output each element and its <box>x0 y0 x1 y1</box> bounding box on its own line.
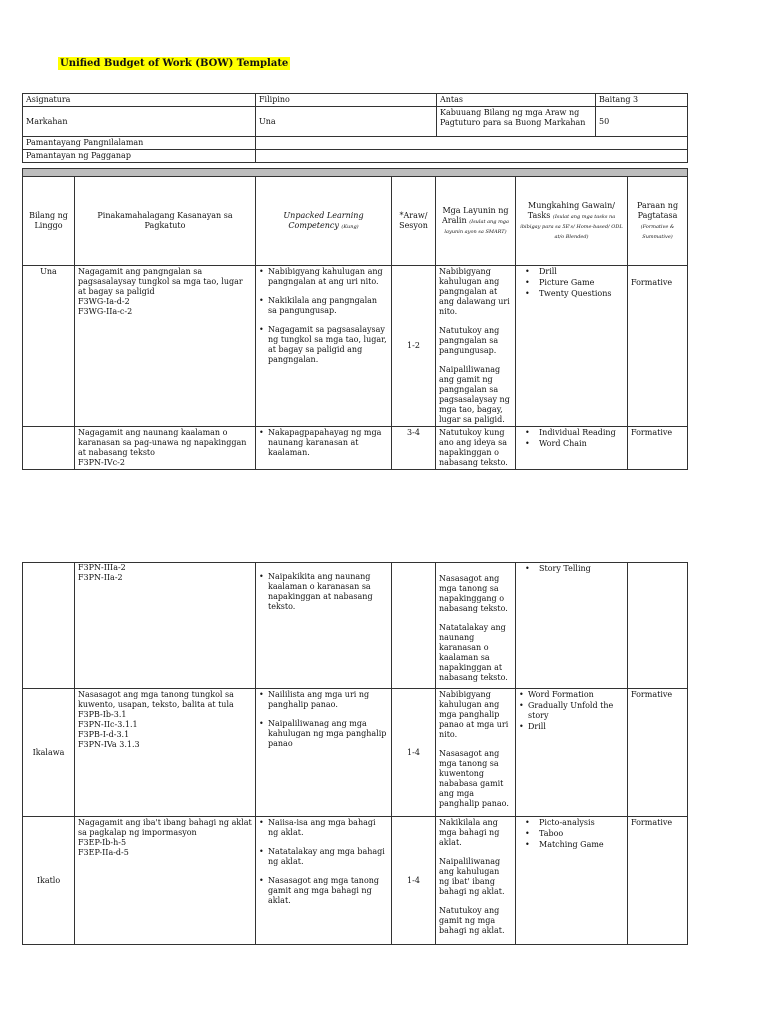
header-unpacked: Unpacked Learning Competency (Kung) <box>256 177 392 266</box>
kasanayan-cell: F3PN-IIIa-2 F3PN-IIa-2 <box>75 563 256 689</box>
week-cell: Ikalawa <box>23 689 75 817</box>
pagtatasa-cell: Formative <box>628 817 688 945</box>
list-item: • Matching Game <box>519 840 624 850</box>
gawain-cell <box>516 427 628 470</box>
table-row <box>23 266 688 427</box>
araw-value: 50 <box>596 107 688 137</box>
page-title: Unified Budget of Work (BOW) Template <box>60 58 289 69</box>
gawain-cell <box>516 817 628 945</box>
araw-label: Kabuuang Bilang ng mga Araw ng Pagtuturo para sa Buong Markahan <box>437 107 596 137</box>
bow-table-page-1 <box>22 168 688 470</box>
list-item: • Nagagamit sa pagsasalaysay ng tungkol sa mga tao, lugar, at bagay sa paligid ang pangngalan. <box>259 325 388 365</box>
header-gawain: Mungkahing Gawain/ Tasks (Isulat ang mga tasks na ibibigay para sa 5E's/ Home-based/ ODL at/o Blended) <box>516 177 628 266</box>
list-item: • Nakapagpapahayag ng mga naunang karanasan at kaalaman. <box>259 428 388 458</box>
list-item: • Word Formation <box>519 690 624 700</box>
unpacked-cell <box>256 427 392 470</box>
markahan-value: Una <box>256 107 437 137</box>
unpacked-cell <box>256 689 392 817</box>
list-item: • Naiisa-isa ang mga bahagi ng aklat. <box>259 818 388 838</box>
list-item: • Gradually Unfold the story <box>519 701 624 721</box>
layunin-cell: Nasasagot ang mga tanong sa napakinggang o nabasang teksto. Natatalakay ang naunang karanasan o kaalaman sa napakinggan at nabasang teksto. <box>436 563 516 689</box>
list-item: • Naililista ang mga uri ng panghalip panao. <box>259 690 388 710</box>
araw-cell: 1-2 <box>392 266 436 427</box>
list-item: • Story Telling <box>519 564 624 574</box>
gawain-cell <box>516 266 628 427</box>
pagganap-value <box>256 150 688 163</box>
list-item: • Taboo <box>519 829 624 839</box>
markahan-label: Markahan <box>23 107 256 137</box>
list-item: • Twenty Questions <box>519 289 624 299</box>
list-item: • Drill <box>519 267 624 277</box>
list-item: • Drill <box>519 722 624 732</box>
kasanayan-cell: Nagagamit ang pangngalan sa pagsasalaysay tungkol sa mga tao, lugar at bagay sa paligid F3WG-Ia-d-2 F3WG-IIa-c-2 <box>75 266 256 427</box>
kasanayan-cell: Nagagamit ang naunang kaalaman o karanasan sa pag-unawa ng napakinggan at nabasang teksto F3PN-IVc-2 <box>75 427 256 470</box>
header-linggo: Bilang ng Linggo <box>23 177 75 266</box>
araw-cell: 1-4 <box>392 817 436 945</box>
list-item: • Naipakikita ang naunang kaalaman o karanasan sa napakinggan at nabasang teksto. <box>259 572 388 612</box>
kasanayan-cell: Nasasagot ang mga tanong tungkol sa kuwento, usapan, teksto, balita at tula F3PB-Ib-3.1 F3PN-IIc-3.1.1 F3PB-I-d-3.1 F3PN-IVa 3.1.3 <box>75 689 256 817</box>
list-item: • Natatalakay ang mga bahagi ng aklat. <box>259 847 388 867</box>
layunin-cell: Nabibigyang kahulugan ang pangngalan at ang dalawang uri nito. Natutukoy ang pangngalan sa pangungusap. Naipaliliwanag ang gamit ng pangngalan sa pagsasalaysay ng mga tao, bagay, lugar sa paligid. <box>436 266 516 427</box>
araw-cell: 3-4 <box>392 427 436 470</box>
antas-value: Baitang 3 <box>596 94 688 107</box>
unpacked-cell <box>256 817 392 945</box>
list-item: • Nabibigyang kahulugan ang pangngalan at ang uri nito. <box>259 267 388 287</box>
pagganap-label: Pamantayan ng Pagganap <box>23 150 256 163</box>
table-row <box>23 689 688 817</box>
list-item: • Naipaliliwanag ang mga kahulugan ng mga panghalip panao <box>259 719 388 749</box>
araw-cell <box>392 563 436 689</box>
info-table <box>22 93 688 163</box>
week-cell: Una <box>23 266 75 427</box>
header-kasanayan: Pinakamahalagang Kasanayan sa Pagkatuto <box>75 177 256 266</box>
header-araw: *Araw/ Sesyon <box>392 177 436 266</box>
gawain-cell <box>516 563 628 689</box>
list-item: • Word Chain <box>519 439 624 449</box>
layunin-cell: Nabibigyang kahulugan ang mga panghalip panao at mga uri nito. Nasasagot ang mga tanong sa kuwentong nababasa gamit ang mga panghalip panao. <box>436 689 516 817</box>
header-pagtatasa: Paraan ng Pagtatasa (Formative & Summative) <box>628 177 688 266</box>
asignatura-label: Asignatura <box>23 94 256 107</box>
unpacked-cell <box>256 563 392 689</box>
table-row <box>23 427 688 470</box>
header-layunin: Mga Layunin ng Aralin (Isulat ang mga layunin ayon sa SMART) <box>436 177 516 266</box>
gawain-cell <box>516 689 628 817</box>
layunin-cell: Natutukoy kung ano ang ideya sa napakinggan o nabasang teksto. <box>436 427 516 470</box>
list-item: • Individual Reading <box>519 428 624 438</box>
table-row <box>23 563 688 689</box>
unpacked-cell <box>256 266 392 427</box>
list-item: • Picto-analysis <box>519 818 624 828</box>
bow-table-page-2 <box>22 562 688 945</box>
kasanayan-cell: Nagagamit ang iba't ibang bahagi ng aklat sa pagkalap ng impormasyon F3EP-Ib-h-5 F3EP-IIa-d-5 <box>75 817 256 945</box>
list-item: • Picture Game <box>519 278 624 288</box>
header-divider <box>23 169 688 177</box>
week-cell: Ikatlo <box>23 817 75 945</box>
table-row <box>23 817 688 945</box>
pagtatasa-cell <box>628 563 688 689</box>
pangnilalaman-value <box>256 137 688 150</box>
layunin-cell: Nakikilala ang mga bahagi ng aklat. Naipaliliwanag ang kahulugan ng ibat' ibang bahagi ng aklat. Natutukoy ang gamit ng mga bahagi ng aklat. <box>436 817 516 945</box>
pangnilalaman-label: Pamantayang Pangnilalaman <box>23 137 256 150</box>
antas-label: Antas <box>437 94 596 107</box>
list-item: • Nakikilala ang pangngalan sa pangungusap. <box>259 296 388 316</box>
pagtatasa-cell: Formative <box>628 427 688 470</box>
week-cell <box>23 427 75 470</box>
list-item: • Nasasagot ang mga tanong gamit ang mga bahagi ng aklat. <box>259 876 388 906</box>
araw-cell: 1-4 <box>392 689 436 817</box>
pagtatasa-cell: Formative <box>628 689 688 817</box>
week-cell <box>23 563 75 689</box>
pagtatasa-cell: Formative <box>628 266 688 427</box>
asignatura-value: Filipino <box>256 94 437 107</box>
